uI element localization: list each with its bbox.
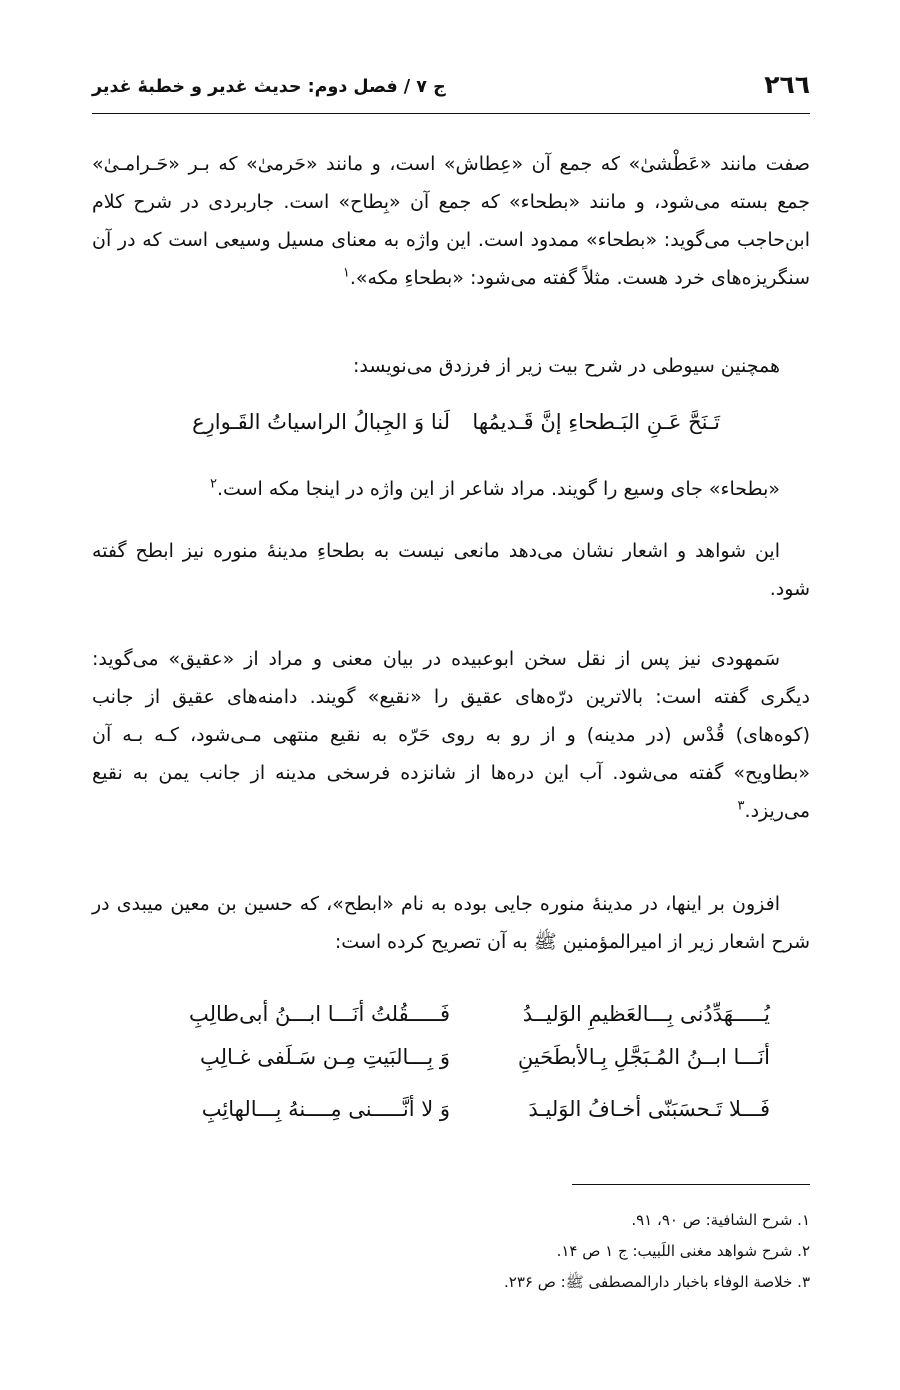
verse-4-second-hemistich: وَ لا أنَّـــــنی مِــــنهُ بِـــالهائِبِ [201,1097,450,1121]
verse-line-2 [150,1002,790,1042]
header-rule [92,113,810,114]
paragraph-3 [92,470,810,508]
paragraph-5 [92,640,810,830]
footnote-ref-3: ۳ [737,798,745,814]
paragraph-6: افزون بر اینها، در مدینهٔ منوره جایی بوده به نام «ابطح»، که حسین بن معین میبدی در شرح اشعار زیر از امیرالمؤمنین ﷺ به آن تصریح کرده است: [92,893,810,953]
verse-3-second-hemistich: وَ بِـــالبَیتِ مِـن سَـلَفی غـالِبِ [199,1045,450,1069]
paragraph-4: این شواهد و اشعار نشان می‌دهد مانعی نیست به بطحاءِ مدینهٔ منوره نیز ابطح گفته شود. [92,540,810,600]
verse-line-4 [150,1097,790,1137]
footnote-1: ۱. شرح الشافیة: ص ۹۰، ۹۱. [631,1211,810,1229]
paragraph-3-text: «بطحاء» جای وسیع را گویند. مراد شاعر از این واژه در اینجا مکه است. [216,478,780,500]
verse-1-first-hemistich: تَـنَحَّ عَـنِ البَـطحاءِ إنَّ قَـدیمُها [472,410,720,434]
page-number: ۲٦٦ [764,70,810,99]
verse-2-first-hemistich: یُـــــهَدِّدُنی بِـــالعَظیمِ الوَلیــدُ [522,1002,770,1026]
paragraph-5-text: سَمهودی نیز پس از نقل سخن ابوعبیده در بیان معنی و مراد از «عقیق» می‌گوید: دیگری گفته است: بالاترین درّه‌های عقیق را «نقیع» گویند. دامنه‌های عقیق از جانب (کوه‌های) قُدْس (در مدینه) و از رو به روی حَرّه به نقیع منتهی مـی‌شود، کـه بـه آن «بطاویح» گفته می‌شود. آب این دره‌ها از شانزده فرسخی مدینه از جانب یمن به نقیع می‌ریزد. [92,648,810,822]
footnote-2: ۲. شرح شواهد مغنی اللَبیب: ج ۱ ص ۱۴. [556,1242,810,1260]
verse-3-first-hemistich: أنَـــا ابــنُ المُـبَجَّلِ بِـالأبطَحَینِ [517,1045,770,1069]
verse-1-second-hemistich: لَنا وَ الجِبالُ الراسیاتُ القَـوارِع [192,410,450,434]
verse-4-first-hemistich: فَـــلا تَـحسَبَنّی أخـافُ الوَلیـدَ [528,1097,770,1121]
footnote-3: ۳. خلاصة الوفاء باخبار دارالمصطفی ﷺ: ص ۲۳۶. [503,1273,810,1291]
footnote-ref-2: ۲ [209,476,217,492]
paragraph-1 [92,145,810,297]
verse-line-3 [150,1045,790,1085]
running-title: ج ۷ / فصل دوم: حدیث غدیر و خطبهٔ غدیر [92,77,446,97]
footnote-separator [572,1184,810,1185]
verse-2-second-hemistich: فَـــــقُلتُ أنَـــا ابـــنُ أبی‌طالِبِ [189,1002,450,1026]
verse-line-1 [150,410,790,450]
paragraph-1-text: صفت مانند «عَطْشیٰ» که جمع آن «عِطاش» است، و مانند «حَرمیٰ» که بـر «حَـرامـیٰ» جمع بسته می‌شود، و مانند «بطحاء» که جمع آن «بِطاح» است. جاربردی در شرح کلام ابن‌حاجب می‌گوید: «بطحاء» ممدود است. این واژه به معنای مسیل وسیعی است که در آن سنگریزه‌های خرد هست. مثلاً گفته می‌شود: «بطحاءِ مکه». [92,153,810,289]
footnote-ref-1: ۱ [342,265,350,281]
paragraph-2: همچنین سیوطی در شرح بیت زیر از فرزدق می‌نویسد: [353,355,780,377]
page-header [92,62,810,114]
footnotes [92,1205,810,1298]
